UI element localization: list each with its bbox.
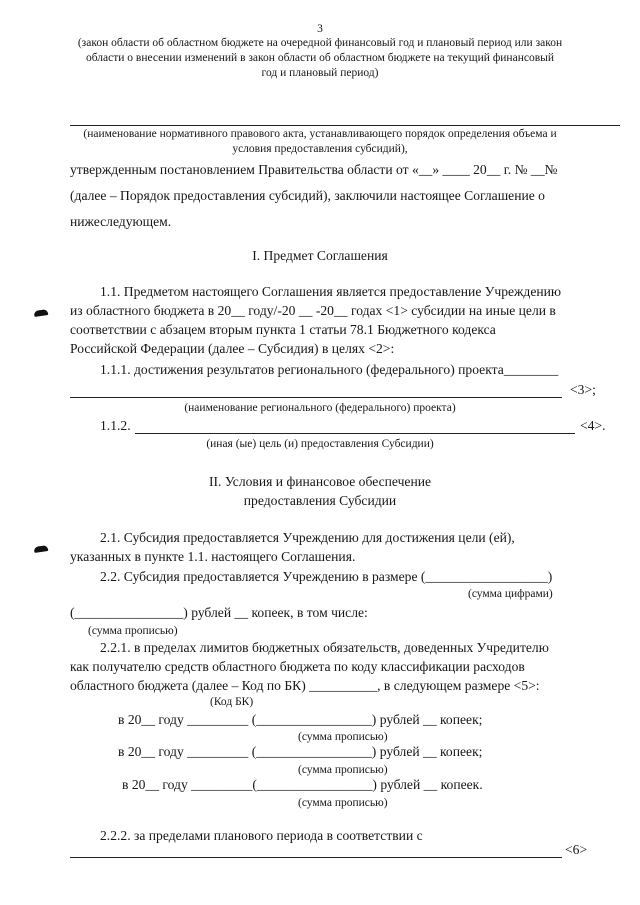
paragraph-line: соответствии с абзацем вторым пункта 1 статьи 78.1 Бюджетного кодекса bbox=[70, 322, 496, 337]
paragraph-line: областного бюджета (далее – Код по БК) __________, в следующем размере <5>: bbox=[70, 678, 540, 693]
project-name-rule bbox=[70, 397, 562, 398]
sum-words-caption: (сумма прописью) bbox=[298, 764, 388, 776]
paragraph-line: 1.1.1. достижения результатов регионального (федерального) проекта________ bbox=[100, 362, 559, 377]
paragraph-line: указанных в пункте 1.1. настоящего Соглашения. bbox=[70, 549, 356, 564]
sum-words-caption: (сумма прописью) bbox=[298, 731, 388, 743]
footnote-ref: <6> bbox=[565, 842, 588, 857]
paragraph-line: 2.2.2. за пределами планового периода в соответствии с bbox=[100, 828, 423, 843]
project-caption: (наименование регионального (федерального) проекта) bbox=[184, 402, 456, 414]
page-number: 3 bbox=[317, 23, 323, 35]
year-amount-line: в 20__ году _________ (_________________) рублей __ копеек; bbox=[118, 744, 483, 759]
intro-line: утвержденным постановлением Правительства области от «__» ____ 20__ г. № __№ bbox=[70, 162, 558, 177]
kbk-caption: (Код БК) bbox=[210, 696, 254, 708]
section-2-title: II. Условия и финансовое обеспечение bbox=[208, 474, 432, 489]
scan-mark bbox=[34, 545, 49, 553]
act-caption-line: (наименование нормативного правового акта, устанавливающего порядок определения объема и bbox=[83, 128, 557, 140]
year-amount-line: в 20__ году _________ (_________________) рублей __ копеек; bbox=[118, 712, 483, 727]
header-note-line: год и плановый период) bbox=[261, 67, 379, 79]
sum-words-caption: (сумма прописью) bbox=[298, 797, 388, 809]
beyond-period-rule bbox=[70, 857, 562, 858]
paragraph-line: (________________) рублей __ копеек, в том числе: bbox=[70, 605, 368, 620]
header-note-line: (закон области об областном бюджете на очередной финансовый год и плановый период или закон bbox=[77, 37, 563, 49]
paragraph-line: как получателю средств областного бюджета по коду классификации расходов bbox=[70, 659, 525, 674]
paragraph-line: 2.2. Субсидия предоставляется Учреждению в размере (__________________) bbox=[100, 569, 553, 584]
paragraph-line: 1.1.2. bbox=[100, 418, 131, 433]
act-caption-line: условия предоставления субсидий), bbox=[232, 143, 408, 155]
footnote-ref: <3>; bbox=[570, 382, 596, 397]
other-goal-caption: (иная (ые) цель (и) предоставления Субсидии) bbox=[206, 438, 434, 450]
footnote-ref: <4>. bbox=[580, 418, 606, 433]
section-2-title: предоставления Субсидии bbox=[243, 493, 397, 508]
section-1-title: I. Предмет Соглашения bbox=[252, 248, 388, 263]
year-amount-line: в 20__ году _________(_________________) рублей __ копеек. bbox=[122, 777, 483, 792]
intro-line: (далее – Порядок предоставления субсидий), заключили настоящее Соглашение о bbox=[70, 188, 545, 203]
scan-mark bbox=[34, 309, 49, 317]
paragraph-line: 1.1. Предметом настоящего Соглашения является предоставление Учреждению bbox=[100, 284, 562, 299]
header-note-line: области о внесении изменений в закон области об областном бюджете на текущий финансовый bbox=[85, 52, 555, 64]
intro-line: нижеследующем. bbox=[70, 214, 172, 229]
sum-digits-caption: (сумма цифрами) bbox=[468, 588, 553, 600]
paragraph-line: из областного бюджета в 20__ году/-20 __ -20__ годах <1> субсидии на иные цели в bbox=[70, 303, 556, 318]
paragraph-line: Российской Федерации (далее – Субсидия) в целях <2>: bbox=[70, 341, 395, 356]
sum-words-caption: (сумма прописью) bbox=[88, 625, 178, 637]
paragraph-line: 2.1. Субсидия предоставляется Учреждению для достижения цели (ей), bbox=[100, 530, 515, 545]
other-goal-rule bbox=[135, 433, 575, 434]
act-name-rule bbox=[70, 125, 620, 126]
paragraph-line: 2.2.1. в пределах лимитов бюджетных обязательств, доведенных Учредителю bbox=[100, 640, 549, 655]
